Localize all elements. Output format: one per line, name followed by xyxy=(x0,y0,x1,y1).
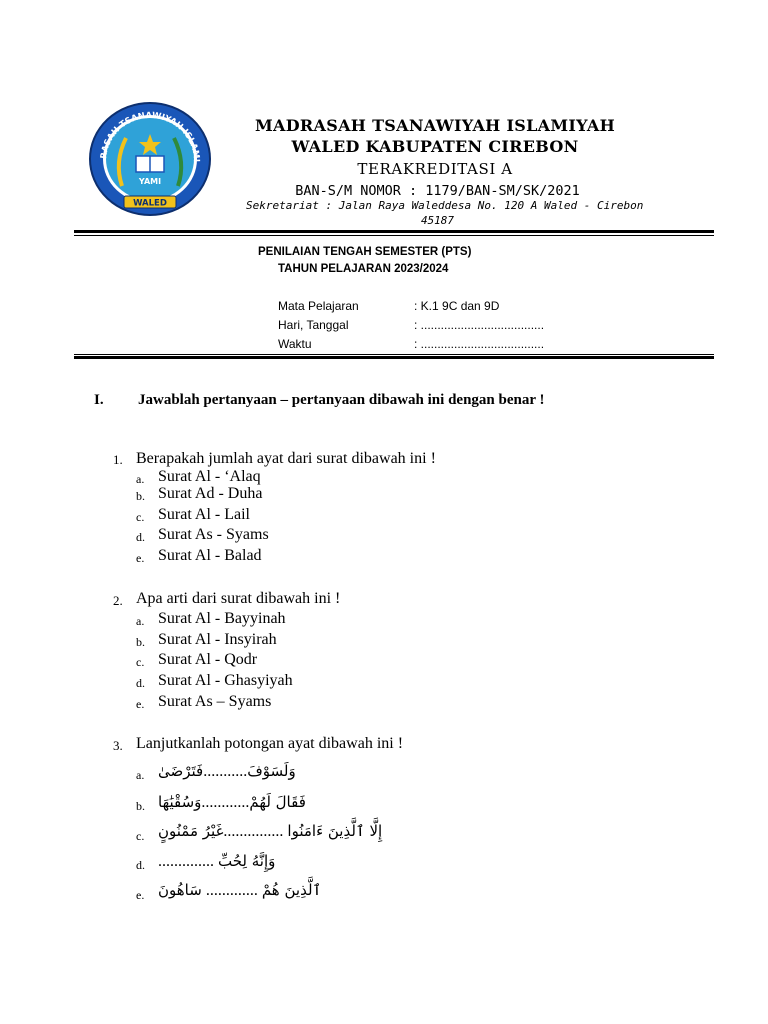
arabic-part: فَقَالَ لَهُمْ xyxy=(249,793,306,811)
question-number: 1. xyxy=(113,452,123,467)
option-label: c. xyxy=(136,829,145,843)
option-arabic xyxy=(158,881,321,900)
option-label: d. xyxy=(136,676,145,690)
option-label: b. xyxy=(136,489,145,503)
option-label: e. xyxy=(136,888,145,902)
option-label: e. xyxy=(136,551,145,565)
exam-title: PENILAIAN TENGAH SEMESTER (PTS) xyxy=(258,246,472,258)
info-divider xyxy=(74,356,714,359)
option-arabic xyxy=(158,852,275,871)
option-text: Surat Al - Balad xyxy=(158,547,262,564)
info-divider-thin xyxy=(74,354,714,355)
ban-number: BAN-S/M NOMOR : 1179/BAN-SM/SK/2021 xyxy=(295,183,580,199)
option-arabic xyxy=(158,793,306,812)
svg-text:MADRASAH TSANAWIYAH ISLAMIYAH: RASAH TSANAWIYAH ISLAMI xyxy=(99,110,202,163)
accreditation-status: TERAKREDITASI A xyxy=(357,160,513,178)
option-text: Surat Al - Lail xyxy=(158,506,250,523)
option-label: c. xyxy=(136,510,145,524)
option-text: Surat Al - Ghasyiyah xyxy=(158,672,293,689)
address-line2: 45187 xyxy=(420,214,455,227)
option-label: b. xyxy=(136,799,145,813)
option-label: c. xyxy=(136,655,145,669)
section-instruction: Jawablah pertanyaan – pertanyaan dibawah ini dengan benar ! xyxy=(138,392,545,408)
institution-name-line1: MADRASAH TSANAWIYAH ISLAMIYAH xyxy=(255,116,615,135)
option-label: d. xyxy=(136,858,145,872)
arabic-part: سَاهُونَ xyxy=(158,881,202,899)
arabic-part: فَتَرْضَىٰ xyxy=(158,762,204,780)
question-number: 2. xyxy=(113,593,123,608)
option-text: Surat As – Syams xyxy=(158,693,272,710)
question-text: Apa arti dari surat dibawah ini ! xyxy=(136,590,341,607)
question-text: Berapakah jumlah ayat dari surat dibawah ini ! xyxy=(136,450,436,467)
field-value-subject: : K.1 9C dan 9D xyxy=(414,299,500,313)
institution-name-line2: WALED KABUPATEN CIREBON xyxy=(291,137,579,156)
arabic-part: ٱلَّذِينَ هُمْ xyxy=(261,881,322,899)
svg-text:YAMI: YAMI xyxy=(138,177,162,186)
arabic-part: وَلَسَوْفَ xyxy=(247,762,296,780)
arabic-part: وَسُقْيَٰهَا xyxy=(158,793,202,811)
blank-dots: ........... xyxy=(203,763,248,780)
field-label-time: Waktu xyxy=(278,337,312,351)
blank-dots: .............. xyxy=(158,853,214,870)
header-divider xyxy=(74,230,714,233)
option-arabic xyxy=(158,822,382,841)
svg-text:WALED: WALED xyxy=(133,198,167,209)
arabic-part: إِلَّا ٱلَّذِينَ ءَامَنُوا xyxy=(287,822,383,840)
blank-dots: ............ xyxy=(201,794,250,811)
exam-year: TAHUN PELAJARAN 2023/2024 xyxy=(278,263,449,275)
question-number: 3. xyxy=(113,738,123,753)
arabic-part: غَيْرُ مَمْنُونٍ xyxy=(158,822,224,840)
field-label-date: Hari, Tanggal xyxy=(278,318,349,332)
option-label: a. xyxy=(136,768,145,782)
option-text: Surat Al - ‘Alaq xyxy=(158,468,261,485)
question-text: Lanjutkanlah potongan ayat dibawah ini ! xyxy=(136,735,404,752)
option-text: Surat Al - Qodr xyxy=(158,651,258,668)
option-label: a. xyxy=(136,472,145,486)
header-divider-thin xyxy=(74,235,714,236)
option-arabic xyxy=(158,762,296,781)
option-label: a. xyxy=(136,614,145,628)
option-label: e. xyxy=(136,697,145,711)
option-text: Surat As - Syams xyxy=(158,526,269,543)
arabic-part: وَإِنَّهُ لِحُبِّ xyxy=(218,852,276,870)
option-text: Surat Ad - Duha xyxy=(158,485,263,502)
field-value-date: : ..................................... xyxy=(414,318,545,332)
field-value-time: : ..................................... xyxy=(414,337,545,351)
option-label: b. xyxy=(136,635,145,649)
option-label: d. xyxy=(136,530,145,544)
option-text: Surat Al - Insyirah xyxy=(158,631,277,648)
address-line1: Sekretariat : Jalan Raya Waleddesa No. 120 A Waled - Cirebon xyxy=(246,199,644,212)
blank-dots: ............... xyxy=(223,823,284,840)
field-label-subject: Mata Pelajaran xyxy=(278,299,359,313)
blank-dots: ............. xyxy=(205,882,258,899)
section-number: I. xyxy=(94,392,104,408)
option-text: Surat Al - Bayyinah xyxy=(158,610,286,627)
